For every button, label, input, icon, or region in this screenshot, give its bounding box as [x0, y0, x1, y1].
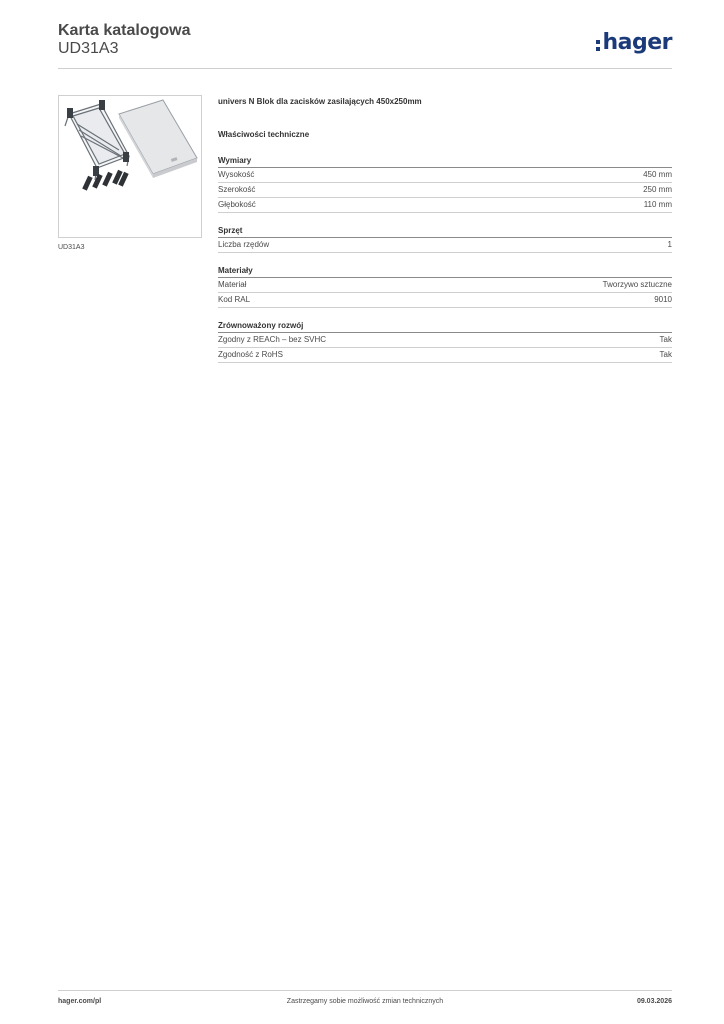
hager-logo[interactable] — [596, 28, 672, 56]
row-label: Wysokość — [218, 170, 255, 179]
page-header — [58, 20, 672, 68]
row-value: 450 mm — [643, 170, 672, 179]
row-label: Liczba rzędów — [218, 240, 270, 249]
table-row — [218, 183, 672, 198]
product-illustration-icon — [59, 96, 201, 237]
section-dimensions — [218, 155, 672, 213]
row-value: 9010 — [654, 295, 672, 304]
section-materials — [218, 265, 672, 308]
row-label: Materiał — [218, 280, 247, 289]
product-name: univers N Blok dla zacisków zasilających 450x250mm — [218, 97, 422, 106]
row-label: Zgodny z REACh – bez SVHC — [218, 335, 327, 344]
properties-heading: Właściwości techniczne — [218, 130, 310, 139]
section-title: Wymiary — [218, 155, 672, 168]
section-title: Zrównoważony rozwój — [218, 320, 672, 333]
row-label: Zgodność z RoHS — [218, 350, 283, 359]
product-image — [58, 95, 202, 238]
table-row — [218, 198, 672, 213]
row-value: 110 mm — [643, 200, 672, 209]
table-row — [218, 168, 672, 183]
logo-text: hager — [602, 29, 672, 55]
row-value: Tak — [659, 335, 672, 344]
row-label: Szerokość — [218, 185, 256, 194]
footer-date: 09.03.2026 — [636, 998, 672, 1005]
section-equipment — [218, 225, 672, 253]
table-row — [218, 278, 672, 293]
row-value: 1 — [667, 240, 672, 249]
table-row — [218, 293, 672, 308]
row-value: Tak — [659, 350, 672, 359]
table-row — [218, 238, 672, 253]
footer-website-link[interactable]: hager.com/pl — [58, 998, 102, 1005]
logo-dots-icon — [596, 40, 600, 51]
table-row — [218, 333, 672, 348]
row-label: Głębokość — [218, 200, 256, 209]
section-title: Sprzęt — [218, 225, 672, 238]
image-caption: UD31A3 — [58, 244, 85, 251]
document-title: Karta katalogowa — [58, 22, 191, 39]
footer-disclaimer: Zastrzegamy sobie możliwość zmian technicznych — [286, 998, 444, 1005]
section-sustainability — [218, 320, 672, 363]
table-row — [218, 348, 672, 363]
footer-divider — [58, 990, 672, 991]
product-code: UD31A3 — [58, 40, 119, 57]
row-value: Tworzywo sztuczne — [602, 280, 672, 289]
header-divider — [58, 68, 672, 69]
row-label: Kod RAL — [218, 295, 251, 304]
product-details — [218, 95, 672, 363]
section-title: Materiały — [218, 265, 672, 278]
row-value: 250 mm — [643, 185, 672, 194]
